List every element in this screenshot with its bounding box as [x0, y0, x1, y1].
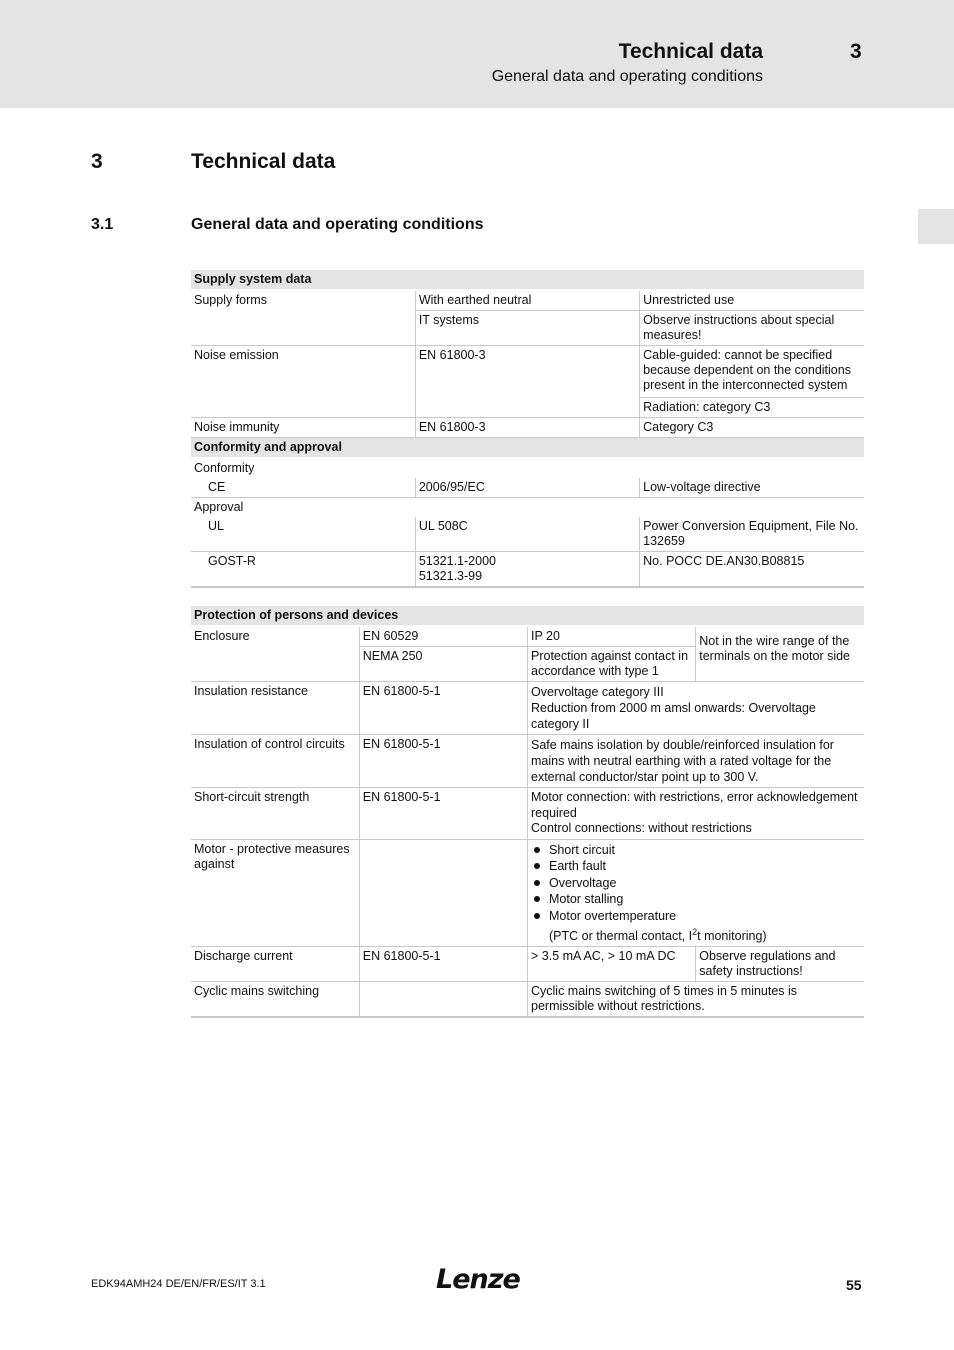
- row-label: Insulation of control circuits: [191, 735, 359, 788]
- protective-measures-list: [531, 842, 861, 925]
- header-subtitle: General data and operating conditions: [491, 68, 763, 85]
- cell: IT systems: [415, 311, 639, 346]
- header-band: [0, 0, 954, 108]
- cell: [528, 788, 865, 840]
- cell: Safe mains isolation by double/reinforced insulation for mains with neutral earthing with a rated voltage for the external conductor/star point up to 300 V.: [528, 735, 865, 788]
- cell: [359, 982, 527, 1018]
- supply-system-table: [191, 270, 864, 439]
- cell: NEMA 250: [359, 647, 527, 682]
- heading1-title: Technical data: [191, 150, 336, 173]
- cell: EN 61800-5-1: [359, 735, 527, 788]
- row-label: Supply forms: [191, 290, 415, 346]
- page-number: 55: [846, 1277, 862, 1293]
- row-label: Approval: [194, 500, 244, 514]
- cell: Low-voltage directive: [640, 478, 864, 498]
- list-item: Overvoltage: [531, 875, 861, 892]
- row-label: UL: [191, 517, 415, 552]
- list-item: Earth fault: [531, 858, 861, 875]
- row-label: Conformity: [194, 461, 255, 475]
- cell: With earthed neutral: [415, 290, 639, 311]
- cell-line: Overvoltage category III: [531, 685, 664, 699]
- cell: EN 61800-3: [415, 418, 639, 439]
- cell: Unrestricted use: [640, 290, 864, 311]
- cell: Cyclic mains switching of 5 times in 5 minutes is permissible without restrictions.: [528, 982, 865, 1018]
- row-label: GOST-R: [191, 552, 415, 588]
- row-label: Noise emission: [191, 346, 415, 418]
- cell: UL 508C: [415, 517, 639, 552]
- cell-line: 51321.3-99: [418, 569, 483, 583]
- cell: EN 60529: [359, 626, 527, 647]
- ptc-note: [531, 924, 861, 944]
- protection-table: [191, 606, 864, 1018]
- cell: 2006/95/EC: [415, 478, 639, 498]
- list-item: Motor overtemperature: [531, 908, 861, 925]
- cell: EN 61800-5-1: [359, 788, 527, 840]
- row-label: Insulation resistance: [191, 682, 359, 735]
- list-item: Short circuit: [531, 842, 861, 859]
- row-label: Enclosure: [191, 626, 359, 682]
- heading2-title: General data and operating conditions: [191, 216, 484, 233]
- cell-line: Reduction from 2000 m amsl onwards: Overvoltage category II: [531, 701, 816, 731]
- lenze-logo: Lenze: [436, 1264, 520, 1295]
- cell: [528, 839, 865, 947]
- cell: EN 61800-5-1: [359, 682, 527, 735]
- cell: Observe instructions about special measures!: [640, 311, 864, 346]
- cell: [528, 682, 865, 735]
- cell: [415, 552, 639, 588]
- cell: IP 20: [528, 626, 696, 647]
- section-header: Supply system data: [191, 270, 864, 290]
- cell: EN 61800-3: [415, 346, 639, 418]
- cell: Not in the wire range of the terminals on the motor side: [696, 626, 864, 682]
- cell: EN 61800-5-1: [359, 947, 527, 982]
- cell-line: 51321.1-2000: [418, 554, 496, 568]
- cell: No. POCC DE.AN30.B08815: [640, 552, 864, 588]
- ptc-superscript: 2: [692, 927, 698, 937]
- list-item: Motor stalling: [531, 891, 861, 908]
- cell-line: Control connections: without restrictions: [531, 821, 752, 835]
- section-header: Protection of persons and devices: [191, 606, 864, 626]
- section-header: Conformity and approval: [191, 438, 864, 458]
- row-label: Motor - protective measures against: [191, 839, 359, 947]
- row-label: Noise immunity: [191, 418, 415, 439]
- cell: Radiation: category C3: [640, 398, 864, 418]
- cell-line: Motor connection: with restrictions, error acknowledgement required: [531, 790, 858, 820]
- chapter-side-tab: [918, 209, 954, 244]
- cell: Category C3: [640, 418, 864, 439]
- row-label: Cyclic mains switching: [191, 982, 359, 1018]
- cell: Observe regulations and safety instructions!: [696, 947, 864, 982]
- cell: > 3.5 mA AC, > 10 mA DC: [528, 947, 696, 982]
- cell: [359, 839, 527, 947]
- cell: Cable-guided: cannot be specified because dependent on the conditions present in the interconnected system: [640, 346, 864, 398]
- conformity-table: [191, 438, 864, 588]
- ptc-note-text: t monitoring): [697, 929, 767, 944]
- header-title: Technical data: [618, 40, 763, 63]
- heading2-number: 3.1: [91, 216, 114, 233]
- heading1-number: 3: [91, 150, 103, 173]
- row-label: Short-circuit strength: [191, 788, 359, 840]
- cell: Protection against contact in accordance with type 1: [528, 647, 696, 682]
- row-label: Discharge current: [191, 947, 359, 982]
- cell: Power Conversion Equipment, File No. 132659: [640, 517, 864, 552]
- footer-doc-id: EDK94AMH24 DE/EN/FR/ES/IT 3.1: [91, 1278, 266, 1290]
- row-label: CE: [191, 478, 415, 498]
- ptc-note-text: (PTC or thermal contact, I: [549, 929, 693, 944]
- header-chapter-number: 3: [850, 40, 862, 63]
